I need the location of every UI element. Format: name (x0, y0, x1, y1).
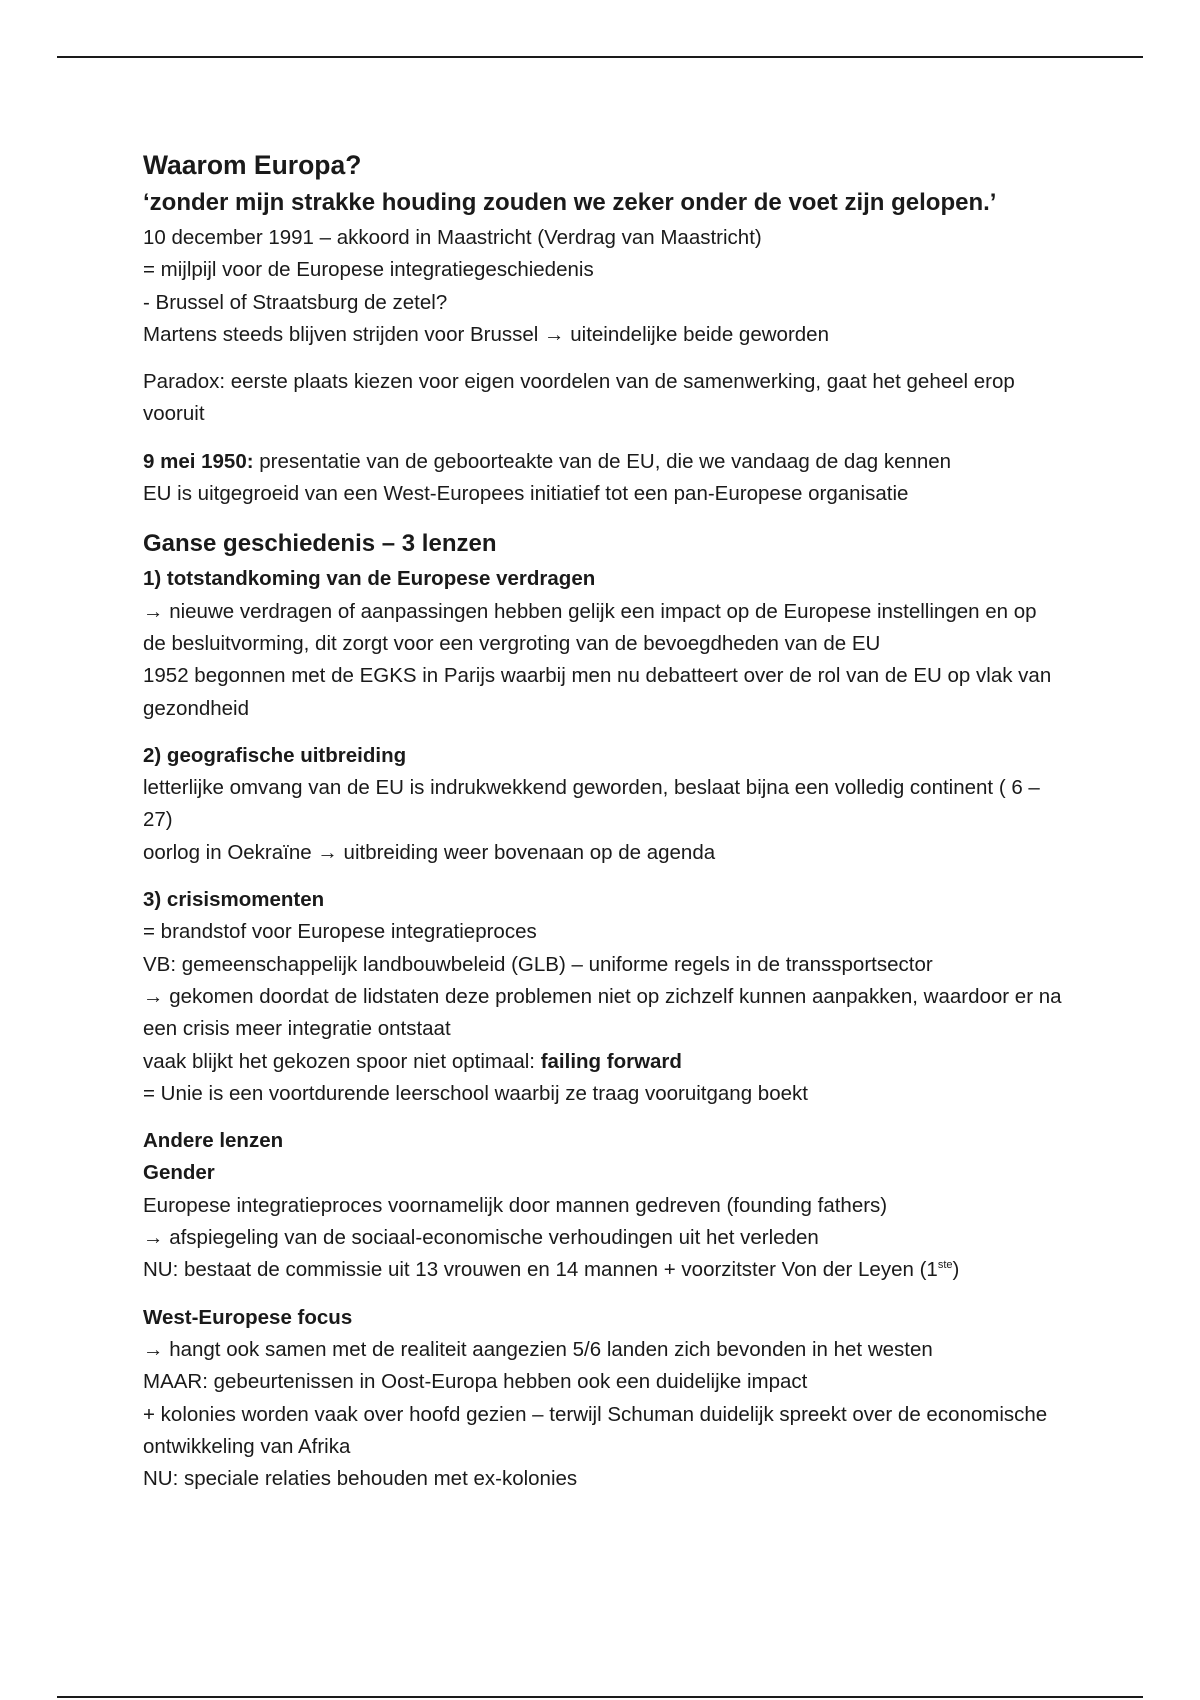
lens1-line: 1952 begonnen met de EGKS in Parijs waarbij men nu debatteert over de rol van de EU op vlak van gezondheid (143, 664, 1052, 720)
mei-paragraph (143, 446, 1063, 478)
lens1-line: → nieuwe verdragen of aanpassingen hebben gelijk een impact op de Europese instellingen en op de besluitvorming, dit zorgt voor een vergroting van de bevoegdheden van de EU (143, 599, 1037, 655)
gender-line: → afspiegeling van de sociaal-economische verhoudingen uit het verleden (143, 1226, 819, 1250)
document-body (143, 146, 1063, 1495)
west-line: → hangt ook samen met de realiteit aangezien 5/6 landen zich bevonden in het westen (143, 1337, 933, 1361)
lens2-title: 2) geografische uitbreiding (143, 743, 407, 767)
west-line: NU: speciale relaties behouden met ex-kolonies (143, 1467, 578, 1491)
mei-label: 9 mei 1950: (143, 449, 254, 473)
gender-line: Europese integratieproces voornamelijk door mannen gedreven (founding fathers) (143, 1193, 888, 1217)
lens1-title: 1) totstandkoming van de Europese verdragen (143, 567, 596, 591)
page-title: Waarom Europa? (143, 150, 362, 180)
west-line: MAAR: gebeurtenissen in Oost-Europa hebben ook een duidelijke impact (143, 1370, 808, 1394)
lens3-title: 3) crisismomenten (143, 888, 325, 912)
intro-line: - Brussel of Straatsburg de zetel? (143, 290, 448, 314)
section-heading-lenzen: Ganse geschiedenis – 3 lenzen (143, 530, 497, 558)
gender-title: Gender (143, 1161, 215, 1185)
west-line: + kolonies worden vaak over hoofd gezien – terwijl Schuman duidelijk spreekt over de economische ontwikkeling van Afrika (143, 1402, 1048, 1458)
failing-forward-term: failing forward (540, 1049, 682, 1073)
quote-heading: ‘zonder mijn strakke houding zouden we zeker onder de voet zijn gelopen.’ (143, 189, 997, 216)
lens2-line: letterlijke omvang van de EU is indrukwekkend geworden, beslaat bijna een volledig continent ( 6 – 27) (143, 776, 1040, 832)
lens2-line: oorlog in Oekraïne → uitbreiding weer bovenaan op de agenda (143, 840, 716, 864)
gender-nu-suffix: ) (952, 1258, 960, 1282)
intro-line: 10 december 1991 – akkoord in Maastricht (Verdrag van Maastricht) (143, 226, 762, 249)
lens3-last-line: = Unie is een voortdurende leerschool waarbij ze traag vooruitgang boekt (143, 1081, 808, 1105)
failing-forward-line (143, 1046, 1063, 1078)
andere-heading: Andere lenzen (143, 1129, 284, 1153)
intro-line: Martens steeds blijven strijden voor Brussel → uiteindelijke beide geworden (143, 322, 829, 346)
lens3-line: → gekomen doordat de lidstaten deze problemen niet op zichzelf kunnen aanpakken, waardoor er na een crisis meer integratie ontstaat (143, 984, 1062, 1041)
west-title: West-Europese focus (143, 1305, 353, 1329)
paradox-paragraph: Paradox: eerste plaats kiezen voor eigen voordelen van de samenwerking, gaat het geheel erop vooruit (143, 370, 1015, 426)
gender-nu-line (143, 1254, 1063, 1286)
header-rule (57, 56, 1143, 58)
footer-rule (57, 1696, 1143, 1698)
lens3-line: VB: gemeenschappelijk landbouwbeleid (GLB) – uniforme regels in de transsportsector (143, 952, 933, 976)
gender-nu-sup: ste (937, 1259, 953, 1272)
intro-line: = mijlpijl voor de Europese integratiegeschiedenis (143, 258, 594, 282)
failing-prefix: vaak blijkt het gekozen spoor niet optimaal: (143, 1049, 541, 1073)
gender-nu-text: NU: bestaat de commissie uit 13 vrouwen en 14 mannen + voorzitster Von der Leyen (1 (143, 1258, 938, 1282)
lens3-line: = brandstof voor Europese integratieproces (143, 920, 537, 944)
mei-text: presentatie van de geboorteakte van de EU, die we vandaag de dag kennen (253, 449, 952, 473)
mei-line2: EU is uitgegroeid van een West-Europees initiatief tot een pan-Europese organisatie (143, 482, 909, 506)
